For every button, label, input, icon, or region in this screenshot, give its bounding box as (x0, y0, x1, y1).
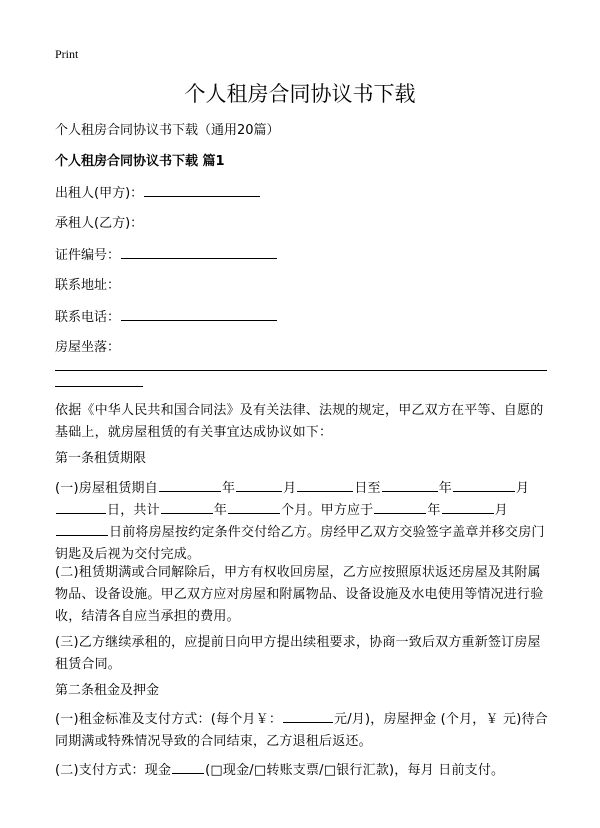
a1p1-h: 年 (213, 503, 228, 518)
article1-term-paragraph (55, 478, 550, 566)
lessor-label: 出租人(甲方)： (55, 186, 144, 201)
blank (382, 479, 438, 492)
a1p1-b: 年 (221, 481, 236, 496)
article2-rent-paragraph (55, 709, 550, 753)
property-location-blank-cont (55, 386, 143, 387)
a1p1-j: 年 (427, 503, 441, 518)
address-field (55, 277, 120, 295)
document-subtitle: 个人租房合同协议书下载（通用20篇） (55, 123, 280, 138)
blank (56, 523, 108, 536)
blank (374, 501, 426, 514)
a2p1-b: 元/月)，房屋押金 (个月，￥ 元)待合同期满或特殊情况导致的合同结束，乙方退租后返还。 (55, 712, 548, 749)
id-number-label: 证件编号： (55, 248, 121, 263)
blank (56, 501, 106, 514)
blank (297, 479, 353, 492)
blank (159, 479, 221, 492)
print-link[interactable]: Print (55, 47, 79, 61)
property-location-label: 房屋坐落： (55, 340, 121, 355)
phone-field (55, 308, 278, 327)
preamble-paragraph: 依据《中华人民共和国合同法》及有关法律、法规的规定，甲乙双方在平等、自愿的基础上，就房屋租赁的有关事宜达成协议如下： (55, 403, 544, 440)
phone-label: 联系电话： (55, 310, 121, 325)
property-location-field (55, 339, 120, 357)
article2-payment-paragraph (55, 760, 550, 782)
blank (236, 479, 282, 492)
section-heading: 个人租房合同协议书下载 篇1 (55, 154, 225, 169)
a1p1-k: 月 (494, 503, 508, 518)
id-number-field (55, 246, 278, 265)
lessee-label: 承租人(乙方)： (55, 216, 144, 231)
a1p1-f: 月 (515, 481, 530, 496)
a1p1-e: 年 (438, 481, 452, 496)
a1p1-d: 日至 (354, 481, 381, 496)
article1-renewal-paragraph: (三)乙方继续承租的，应提前日向甲方提出续租要求，协商一致后双方重新签订房屋租赁合同。 (55, 635, 541, 672)
lessor-field (55, 184, 261, 203)
blank (442, 501, 494, 514)
a2p2-a: (二)支付方式：现金 (55, 763, 172, 778)
a2p2-b: (□现金/□转账支票/□银行汇款)，每月 日前支付。 (205, 763, 505, 778)
a1p1-i: 个月。甲方应于 (281, 503, 374, 518)
blank (228, 501, 280, 514)
article2-heading: 第二条租金及押金 (55, 683, 160, 698)
id-number-blank (121, 246, 277, 259)
property-location-blank (55, 370, 547, 371)
lessor-blank (144, 184, 260, 197)
phone-blank (121, 308, 277, 321)
page-title: 个人租房合同协议书下载 (184, 82, 416, 106)
blank (453, 479, 515, 492)
a1p1-l: 日前将房屋按约定条件交付给乙方。房经甲乙双方交验签字盖章并移交房门钥匙及后视为交付完成。 (55, 525, 545, 562)
blank (161, 501, 213, 514)
article1-heading: 第一条租赁期限 (55, 451, 147, 466)
a1p1-g: 日，共计 (107, 503, 160, 518)
a1p1-c: 月 (283, 481, 297, 496)
payment-blank (172, 761, 204, 774)
address-label: 联系地址： (55, 278, 121, 293)
a2p1-a: (一)租金标准及支付方式：(每个月￥： (55, 712, 283, 727)
article1-return-paragraph: (二)租赁期满或合同解除后，甲方有权收回房屋，乙方应按照原状返还房屋及其附属物品、设备设施。甲乙双方应对房屋和附属物品、设备设施及水电使用等情况进行验收，结清各自应当承担的费用。 (55, 565, 544, 624)
a1p1-a: (一)房屋租赁期自 (55, 481, 158, 496)
lessee-field (55, 215, 143, 233)
rent-blank (283, 710, 333, 723)
